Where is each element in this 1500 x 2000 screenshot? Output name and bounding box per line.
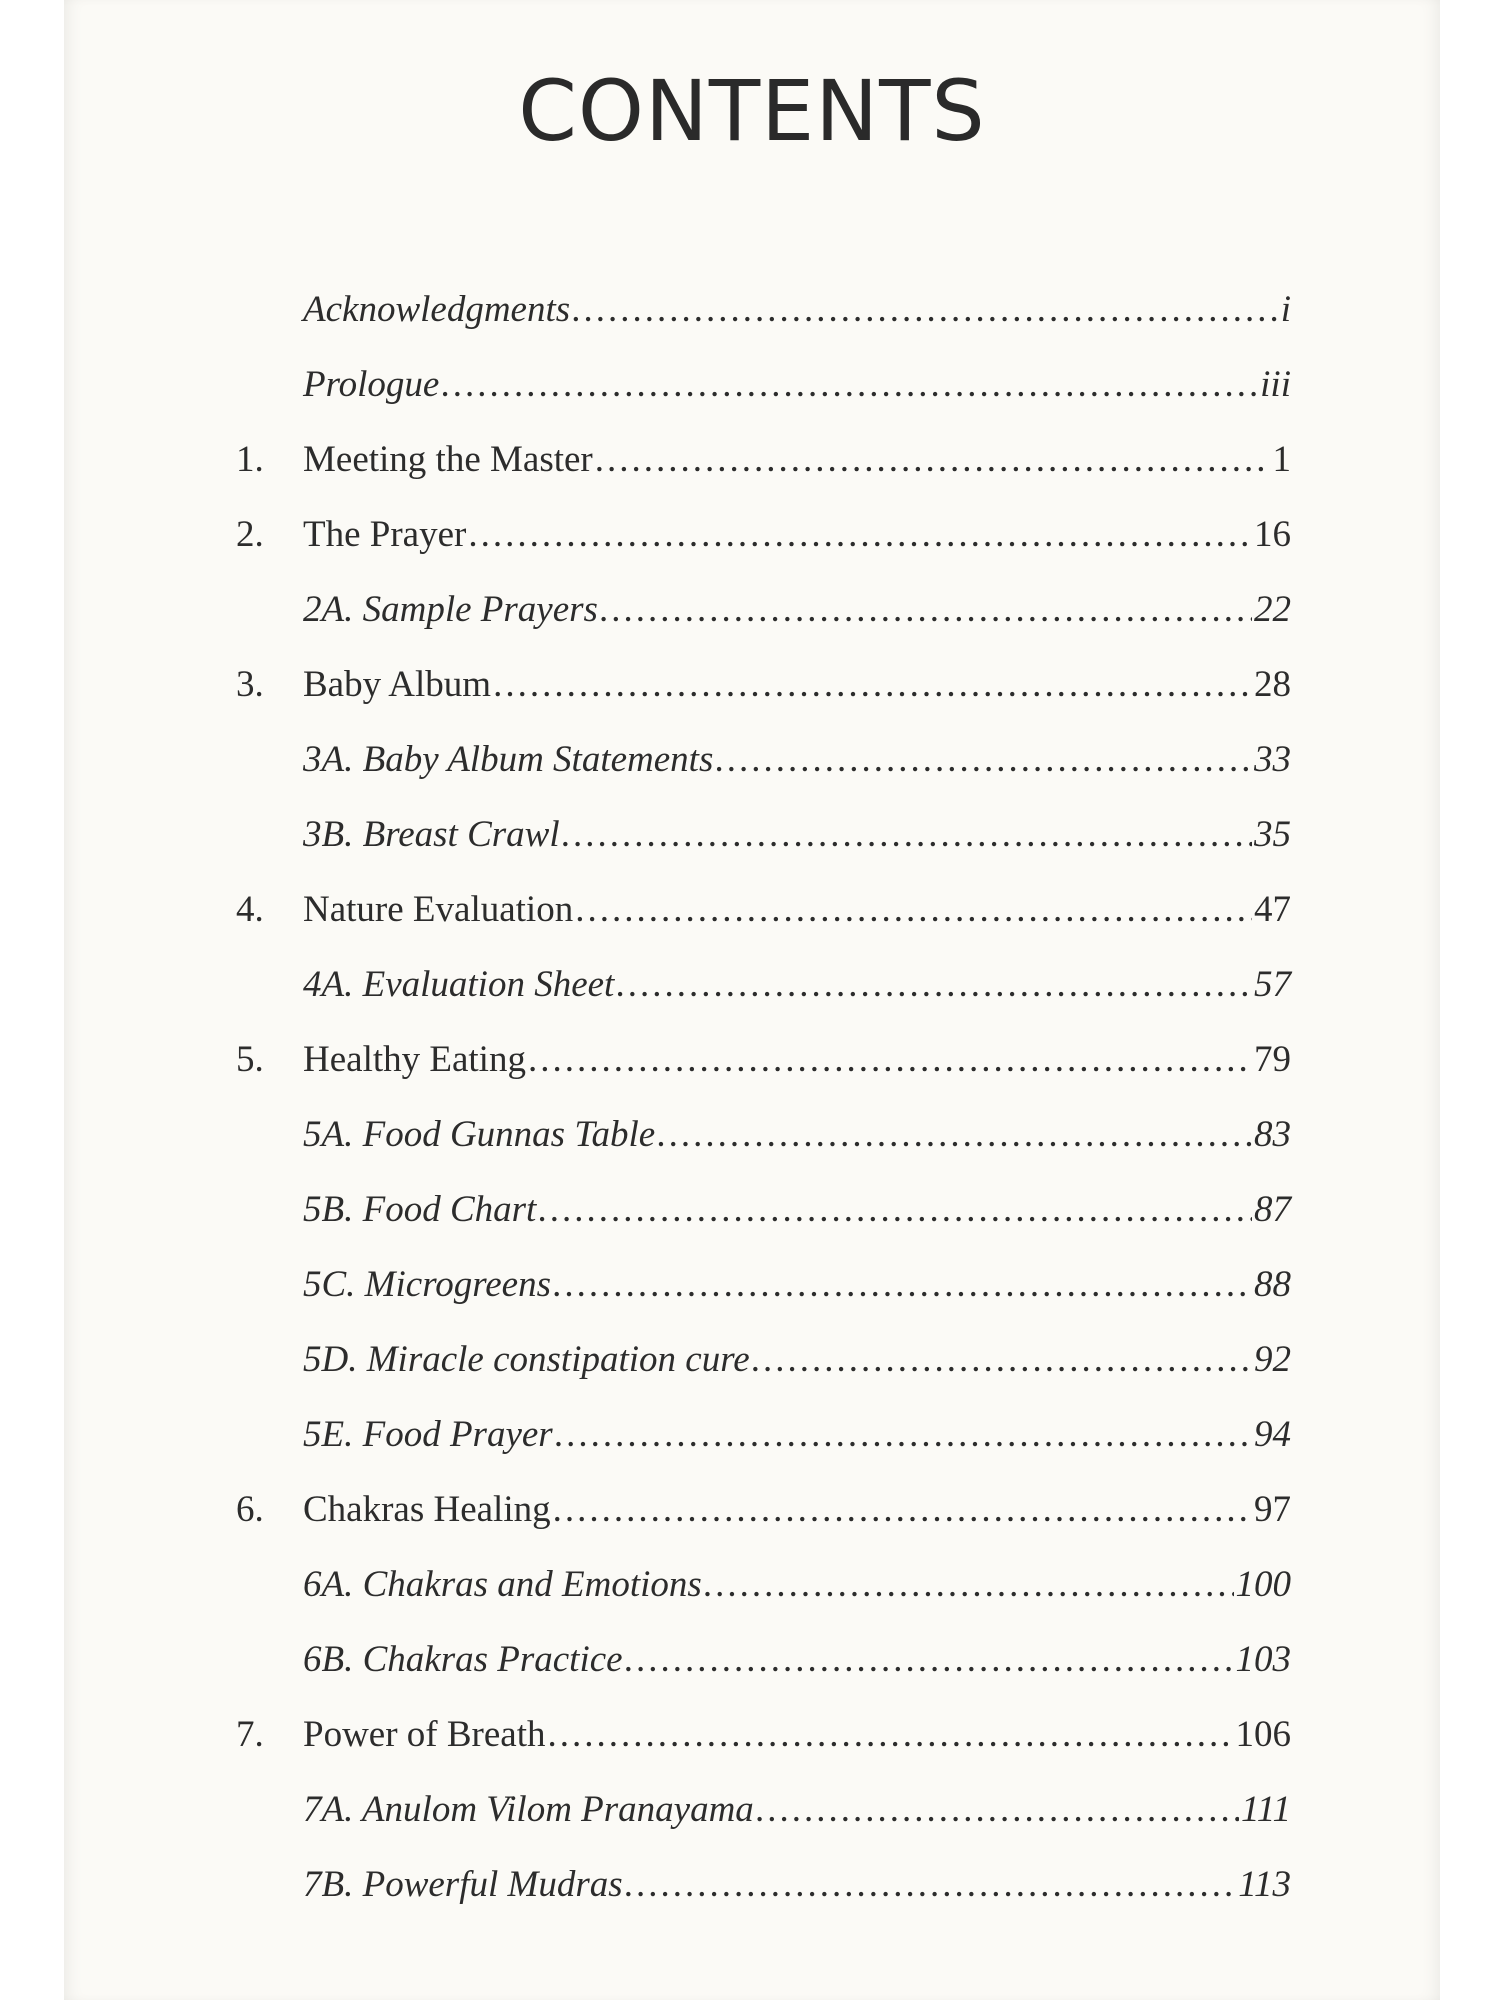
page-number: 111 <box>1240 1789 1291 1830</box>
entry-title: 6B. Chakras Practice <box>303 1639 623 1680</box>
page-number: 106 <box>1235 1714 1291 1755</box>
toc-entry <box>64 1022 1440 1097</box>
toc-entry <box>64 422 1440 497</box>
entry-title: 3B. Breast Crawl <box>303 814 560 855</box>
chapter-number: 7. <box>236 1714 264 1755</box>
page-number: 79 <box>1254 1039 1291 1080</box>
dot-leader <box>553 1472 1252 1547</box>
page-number: 113 <box>1238 1864 1291 1905</box>
entry-title: 4A. Evaluation Sheet <box>303 964 615 1005</box>
toc-entry <box>64 572 1440 647</box>
entry-line <box>303 947 1291 1022</box>
entry-line <box>303 1172 1291 1247</box>
toc-entry <box>64 797 1440 872</box>
entry-title: 5B. Food Chart <box>303 1189 537 1230</box>
dot-leader <box>555 1397 1252 1472</box>
page-number: 103 <box>1235 1639 1291 1680</box>
dot-leader <box>616 947 1252 1022</box>
entry-title: Nature Evaluation <box>303 889 574 930</box>
entry-line <box>303 797 1291 872</box>
entry-title: 6A. Chakras and Emotions <box>303 1564 702 1605</box>
entry-title: 5A. Food Gunnas Table <box>303 1114 656 1155</box>
page-number: i <box>1280 289 1291 330</box>
chapter-number: 2. <box>236 514 264 555</box>
entry-title: 5E. Food Prayer <box>303 1414 553 1455</box>
entry-line <box>303 497 1291 572</box>
toc-entry <box>64 1322 1440 1397</box>
entry-title: The Prayer <box>303 514 467 555</box>
chapter-number: 3. <box>236 664 264 705</box>
entry-line <box>303 1622 1291 1697</box>
page-number: 16 <box>1254 514 1291 555</box>
page-number: 87 <box>1254 1189 1291 1230</box>
entry-line <box>303 572 1291 647</box>
entry-title: Prologue <box>303 364 440 405</box>
toc-entry <box>64 947 1440 1022</box>
entry-title: Healthy Eating <box>303 1039 526 1080</box>
dot-leader <box>704 1547 1234 1622</box>
entry-title: Power of Breath <box>303 1714 546 1755</box>
page-title: CONTENTS <box>518 62 986 160</box>
toc-entry <box>64 872 1440 947</box>
entry-line <box>303 1697 1291 1772</box>
toc-entry <box>64 1697 1440 1772</box>
dot-leader <box>572 272 1279 347</box>
toc-entry <box>64 1472 1440 1547</box>
entry-title: Chakras Healing <box>303 1489 551 1530</box>
entry-line <box>303 872 1291 947</box>
page-number: iii <box>1260 364 1291 405</box>
dot-leader <box>538 1172 1252 1247</box>
page-number: 57 <box>1254 964 1291 1005</box>
toc-entry <box>64 1622 1440 1697</box>
page-number: 33 <box>1254 739 1291 780</box>
entry-title: 5C. Microgreens <box>303 1264 551 1305</box>
entry-line <box>303 1847 1291 1922</box>
page-number: 1 <box>1272 439 1291 480</box>
page-number: 28 <box>1254 664 1291 705</box>
entry-line <box>303 1022 1291 1097</box>
chapter-number: 4. <box>236 889 264 930</box>
entry-title: 3A. Baby Album Statements <box>303 739 714 780</box>
page-number: 83 <box>1254 1114 1291 1155</box>
entry-line <box>303 1322 1291 1397</box>
entry-line <box>303 422 1291 497</box>
dot-leader <box>493 647 1252 722</box>
toc-entry <box>64 722 1440 797</box>
entry-line <box>303 1472 1291 1547</box>
dot-leader <box>553 1247 1252 1322</box>
entry-line <box>303 272 1291 347</box>
entry-line <box>303 1772 1291 1847</box>
page-number: 88 <box>1254 1264 1291 1305</box>
entry-line <box>303 1397 1291 1472</box>
entry-line <box>303 1547 1291 1622</box>
dot-leader <box>468 497 1252 572</box>
page-number: 100 <box>1235 1564 1291 1605</box>
chapter-number: 6. <box>236 1489 264 1530</box>
dot-leader <box>548 1697 1234 1772</box>
dot-leader <box>528 1022 1252 1097</box>
toc-entry <box>64 497 1440 572</box>
table-of-contents <box>64 272 1440 1922</box>
page-number: 47 <box>1254 889 1291 930</box>
page-number: 35 <box>1254 814 1291 855</box>
toc-entry <box>64 1772 1440 1847</box>
toc-entry <box>64 272 1440 347</box>
toc-entry <box>64 1547 1440 1622</box>
toc-entry <box>64 647 1440 722</box>
toc-entry <box>64 1847 1440 1922</box>
entry-line <box>303 1097 1291 1172</box>
entry-line <box>303 722 1291 797</box>
dot-leader <box>625 1847 1237 1922</box>
entry-title: 7A. Anulom Vilom Pranayama <box>303 1789 754 1830</box>
chapter-number: 1. <box>236 439 264 480</box>
book-page <box>64 0 1440 2000</box>
dot-leader <box>441 347 1258 422</box>
page-number: 94 <box>1254 1414 1291 1455</box>
entry-line <box>303 1247 1291 1322</box>
toc-entry <box>64 1397 1440 1472</box>
dot-leader <box>657 1097 1252 1172</box>
dot-leader <box>600 572 1252 647</box>
entry-line <box>303 647 1291 722</box>
toc-entry <box>64 347 1440 422</box>
entry-title: 2A. Sample Prayers <box>303 589 598 630</box>
entry-title: Acknowledgments <box>303 289 571 330</box>
page-number: 22 <box>1254 589 1291 630</box>
dot-leader <box>595 422 1271 497</box>
entry-title: 5D. Miracle constipation cure <box>303 1339 750 1380</box>
dot-leader <box>752 1322 1252 1397</box>
toc-entry <box>64 1097 1440 1172</box>
entry-title: Baby Album <box>303 664 492 705</box>
page-number: 92 <box>1254 1339 1291 1380</box>
dot-leader <box>625 1622 1234 1697</box>
dot-leader <box>562 797 1252 872</box>
dot-leader <box>756 1772 1239 1847</box>
entry-title: 7B. Powerful Mudras <box>303 1864 623 1905</box>
dot-leader <box>715 722 1252 797</box>
entry-title: Meeting the Master <box>303 439 593 480</box>
toc-entry <box>64 1247 1440 1322</box>
dot-leader <box>575 872 1252 947</box>
entry-line <box>303 347 1291 422</box>
page-number: 97 <box>1254 1489 1291 1530</box>
chapter-number: 5. <box>236 1039 264 1080</box>
toc-entry <box>64 1172 1440 1247</box>
